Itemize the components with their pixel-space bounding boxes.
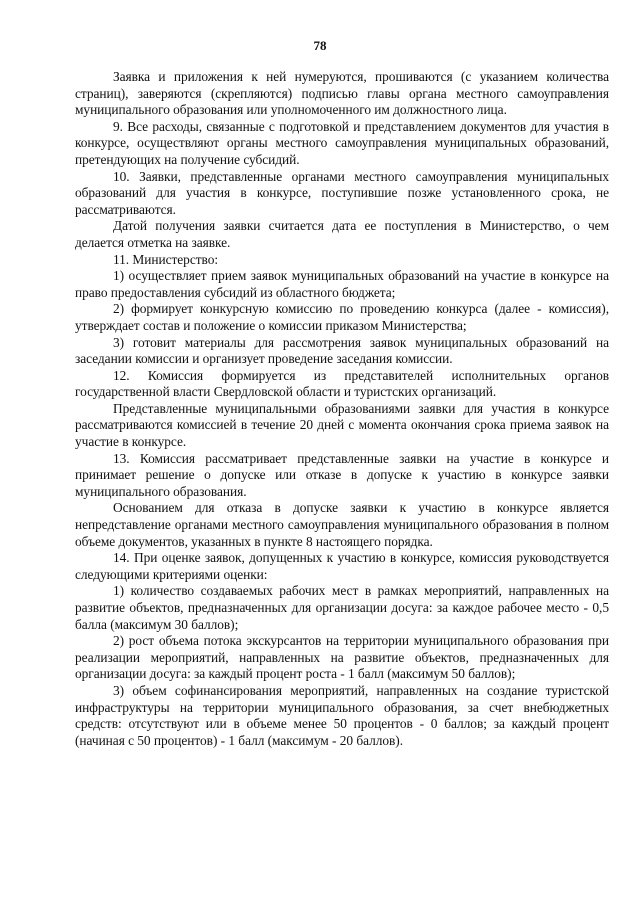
paragraph-item-11: 11. Министерство: xyxy=(113,251,219,267)
document-body xyxy=(75,69,609,749)
paragraph-item-14-2: 2) рост объема потока экскурсантов на территории муниципального образования при реализации мероприятий, направленных на развитие объектов, предназначенных для организации досуга: за каждый процент роста - 1 балл (максимум 50 баллов); xyxy=(75,633,609,682)
page-number: 78 xyxy=(313,38,327,53)
paragraph-item-10: 10. Заявки, представленные органами местного самоуправления муниципальных образований для участия в конкурсе, поступившие позже установленного срока, не рассматриваются. xyxy=(75,168,609,217)
paragraph-item-14-1: 1) количество создаваемых рабочих мест в рамках мероприятий, направленных на развитие объектов, предназначенных для организации досуга: за каждое рабочее место - 0,5 балла (максимум 30 баллов); xyxy=(75,583,609,632)
paragraph-receipt-date: Датой получения заявки считается дата ее поступления в Министерство, о чем делается отметка на заявке. xyxy=(75,218,609,250)
paragraph-item-13: 13. Комиссия рассматривает представленные заявки на участие в конкурсе и принимает решение о допуске или отказе в допуске к участию в конкурсе заявки муниципального образования. xyxy=(75,450,609,499)
paragraph-review-period: Представленные муниципальными образованиями заявки для участия в конкурсе рассматриваются комиссией в течение 20 дней с момента окончания срока приема заявок на участие в конкурсе. xyxy=(75,400,609,450)
paragraph-item-12: 12. Комиссия формируется из представителей исполнительных органов государственной власти Свердловской области и туристских организаций. xyxy=(75,367,609,400)
paragraph-application-numbering: Заявка и приложения к ней нумеруются, прошиваются (с указанием количества страниц), заверяются (скрепляются) подписью главы органа местного самоуправления муниципального образования или уполномоченного им должностного лица. xyxy=(75,69,609,118)
paragraph-item-9: 9. Все расходы, связанные с подготовкой и представлением документов для участия в конкурсе, осуществляют органы местного самоуправления муниципальных образований, претендующих на получение субсидий. xyxy=(75,118,609,167)
paragraph-item-11-2: 2) формирует конкурсную комиссию по проведению конкурса (далее - комиссия), утверждает состав и положение о комиссии приказом Министерства; xyxy=(75,301,609,333)
paragraph-item-11-1: 1) осуществляет прием заявок муниципальных образований на участие в конкурсе на право предоставления субсидий из областного бюджета; xyxy=(75,268,609,300)
paragraph-item-14: 14. При оценке заявок, допущенных к участию в конкурсе, комиссия руководствуется следующими критериями оценки: xyxy=(75,550,609,582)
paragraph-item-14-3: 3) объем софинансирования мероприятий, направленных на создание туристской инфраструктуры на территории муниципального образования, за счет внебюджетных средств: отсутствуют или в объеме менее 50 процентов - 0 баллов; за каждый процент (начиная с 50 процентов) - 1 балл (максимум - 20 баллов). xyxy=(75,682,609,748)
paragraph-refusal-grounds: Основанием для отказа в допуске заявки к участию в конкурсе является непредставление органами местного самоуправления муниципального образования в полном объеме документов, указанных в пункте 8 настоящего порядка. xyxy=(75,500,609,549)
paragraph-item-11-3: 3) готовит материалы для рассмотрения заявок муниципальных образований на заседании комиссии и организует проведение заседания комиссии. xyxy=(75,334,609,367)
